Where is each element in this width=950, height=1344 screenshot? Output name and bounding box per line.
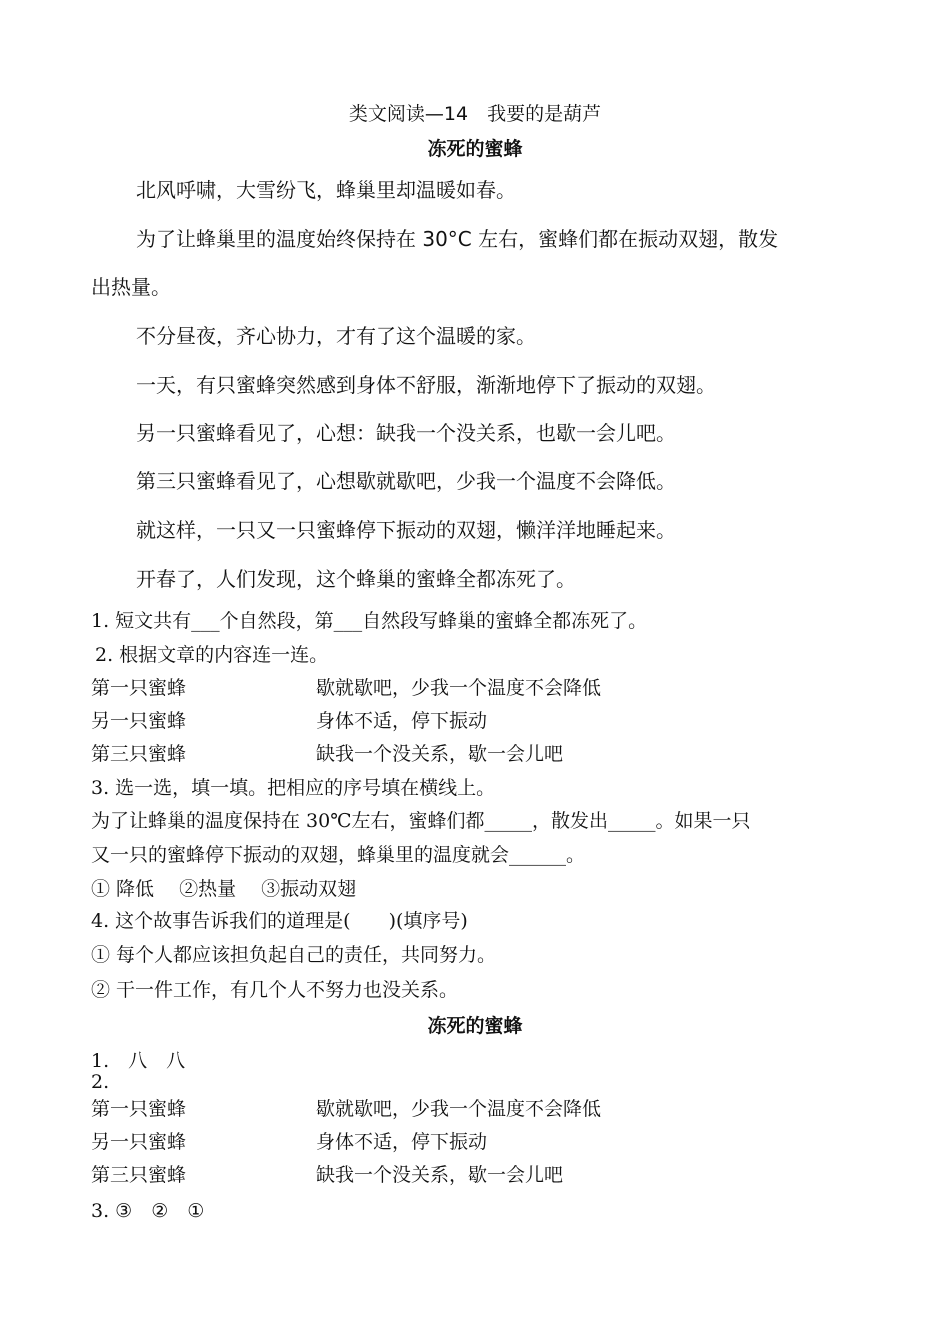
- a2-left-1: 第一只蜜蜂: [91, 1098, 187, 1120]
- a2-left-2: 另一只蜜蜂: [91, 1131, 187, 1153]
- story-title: 冻死的蜜蜂: [427, 138, 523, 160]
- paragraph-2-line-1: 为了让蜂巢里的温度始终保持在 30°C 左右，蜜蜂们都在振动双翅，散发: [136, 227, 779, 251]
- paragraph-3: 不分昼夜，齐心协力，才有了这个温暖的家。: [136, 324, 536, 348]
- paragraph-8: 开春了，人们发现，这个蜂巢的蜜蜂全都冻死了。: [136, 567, 576, 591]
- a2-right-1: 歇就歇吧，少我一个温度不会降低: [316, 1098, 602, 1120]
- paragraph-7: 就这样，一只又一只蜜蜂停下振动的双翅，懒洋洋地睡起来。: [136, 518, 676, 542]
- question-4-option-1: ① 每个人都应该担负起自己的责任，共同努力。: [91, 944, 497, 966]
- paragraph-5: 另一只蜜蜂看见了，心想：缺我一个没关系，也歇一会儿吧。: [136, 421, 676, 445]
- answers-title: 冻死的蜜蜂: [427, 1015, 523, 1037]
- q2-right-1: 歇就歇吧，少我一个温度不会降低: [316, 677, 602, 699]
- q2-left-3: 第三只蜜蜂: [91, 743, 187, 765]
- series-title: 类文阅读—14 我要的是葫芦: [348, 103, 602, 125]
- a2-right-2: 身体不适，停下振动: [316, 1131, 488, 1153]
- paragraph-2-line-2: 出热量。: [91, 275, 171, 299]
- a2-left-3: 第三只蜜蜂: [91, 1164, 187, 1186]
- answer-1: 1. 八 八: [91, 1050, 186, 1072]
- q2-right-2: 身体不适，停下振动: [316, 710, 488, 732]
- question-3-line-2: 又一只的蜜蜂停下振动的双翅，蜂巢里的温度就会______。: [91, 844, 586, 866]
- answer-3: 3. ③ ② ①: [91, 1200, 205, 1222]
- a2-right-3: 缺我一个没关系，歇一会儿吧: [316, 1164, 564, 1186]
- question-4-option-2: ② 干一件工作，有几个人不努力也没关系。: [91, 979, 459, 1001]
- answer-2: 2.: [91, 1071, 110, 1093]
- paragraph-1: 北风呼啸，大雪纷飞，蜂巢里却温暖如春。: [136, 178, 516, 202]
- question-4: 4. 这个故事告诉我们的道理是( )(填序号): [91, 910, 468, 932]
- question-2: 2. 根据文章的内容连一连。: [95, 644, 329, 666]
- paragraph-6: 第三只蜜蜂看见了，心想歇就歇吧，少我一个温度不会降低。: [136, 469, 676, 493]
- question-3: 3. 选一选，填一填。把相应的序号填在横线上。: [91, 777, 496, 799]
- question-1: 1. 短文共有___个自然段，第___自然段写蜂巢的蜜蜂全都冻死了。: [91, 610, 648, 632]
- q2-left-1: 第一只蜜蜂: [91, 677, 187, 699]
- q2-left-2: 另一只蜜蜂: [91, 710, 187, 732]
- paragraph-4: 一天，有只蜜蜂突然感到身体不舒服，渐渐地停下了振动的双翅。: [136, 373, 716, 397]
- question-3-options: ① 降低 ②热量 ③振动双翅: [91, 878, 357, 900]
- question-3-line-1: 为了让蜂巢的温度保持在 30℃左右，蜜蜂们都_____，散发出_____。如果一只: [91, 810, 751, 832]
- q2-right-3: 缺我一个没关系，歇一会儿吧: [316, 743, 564, 765]
